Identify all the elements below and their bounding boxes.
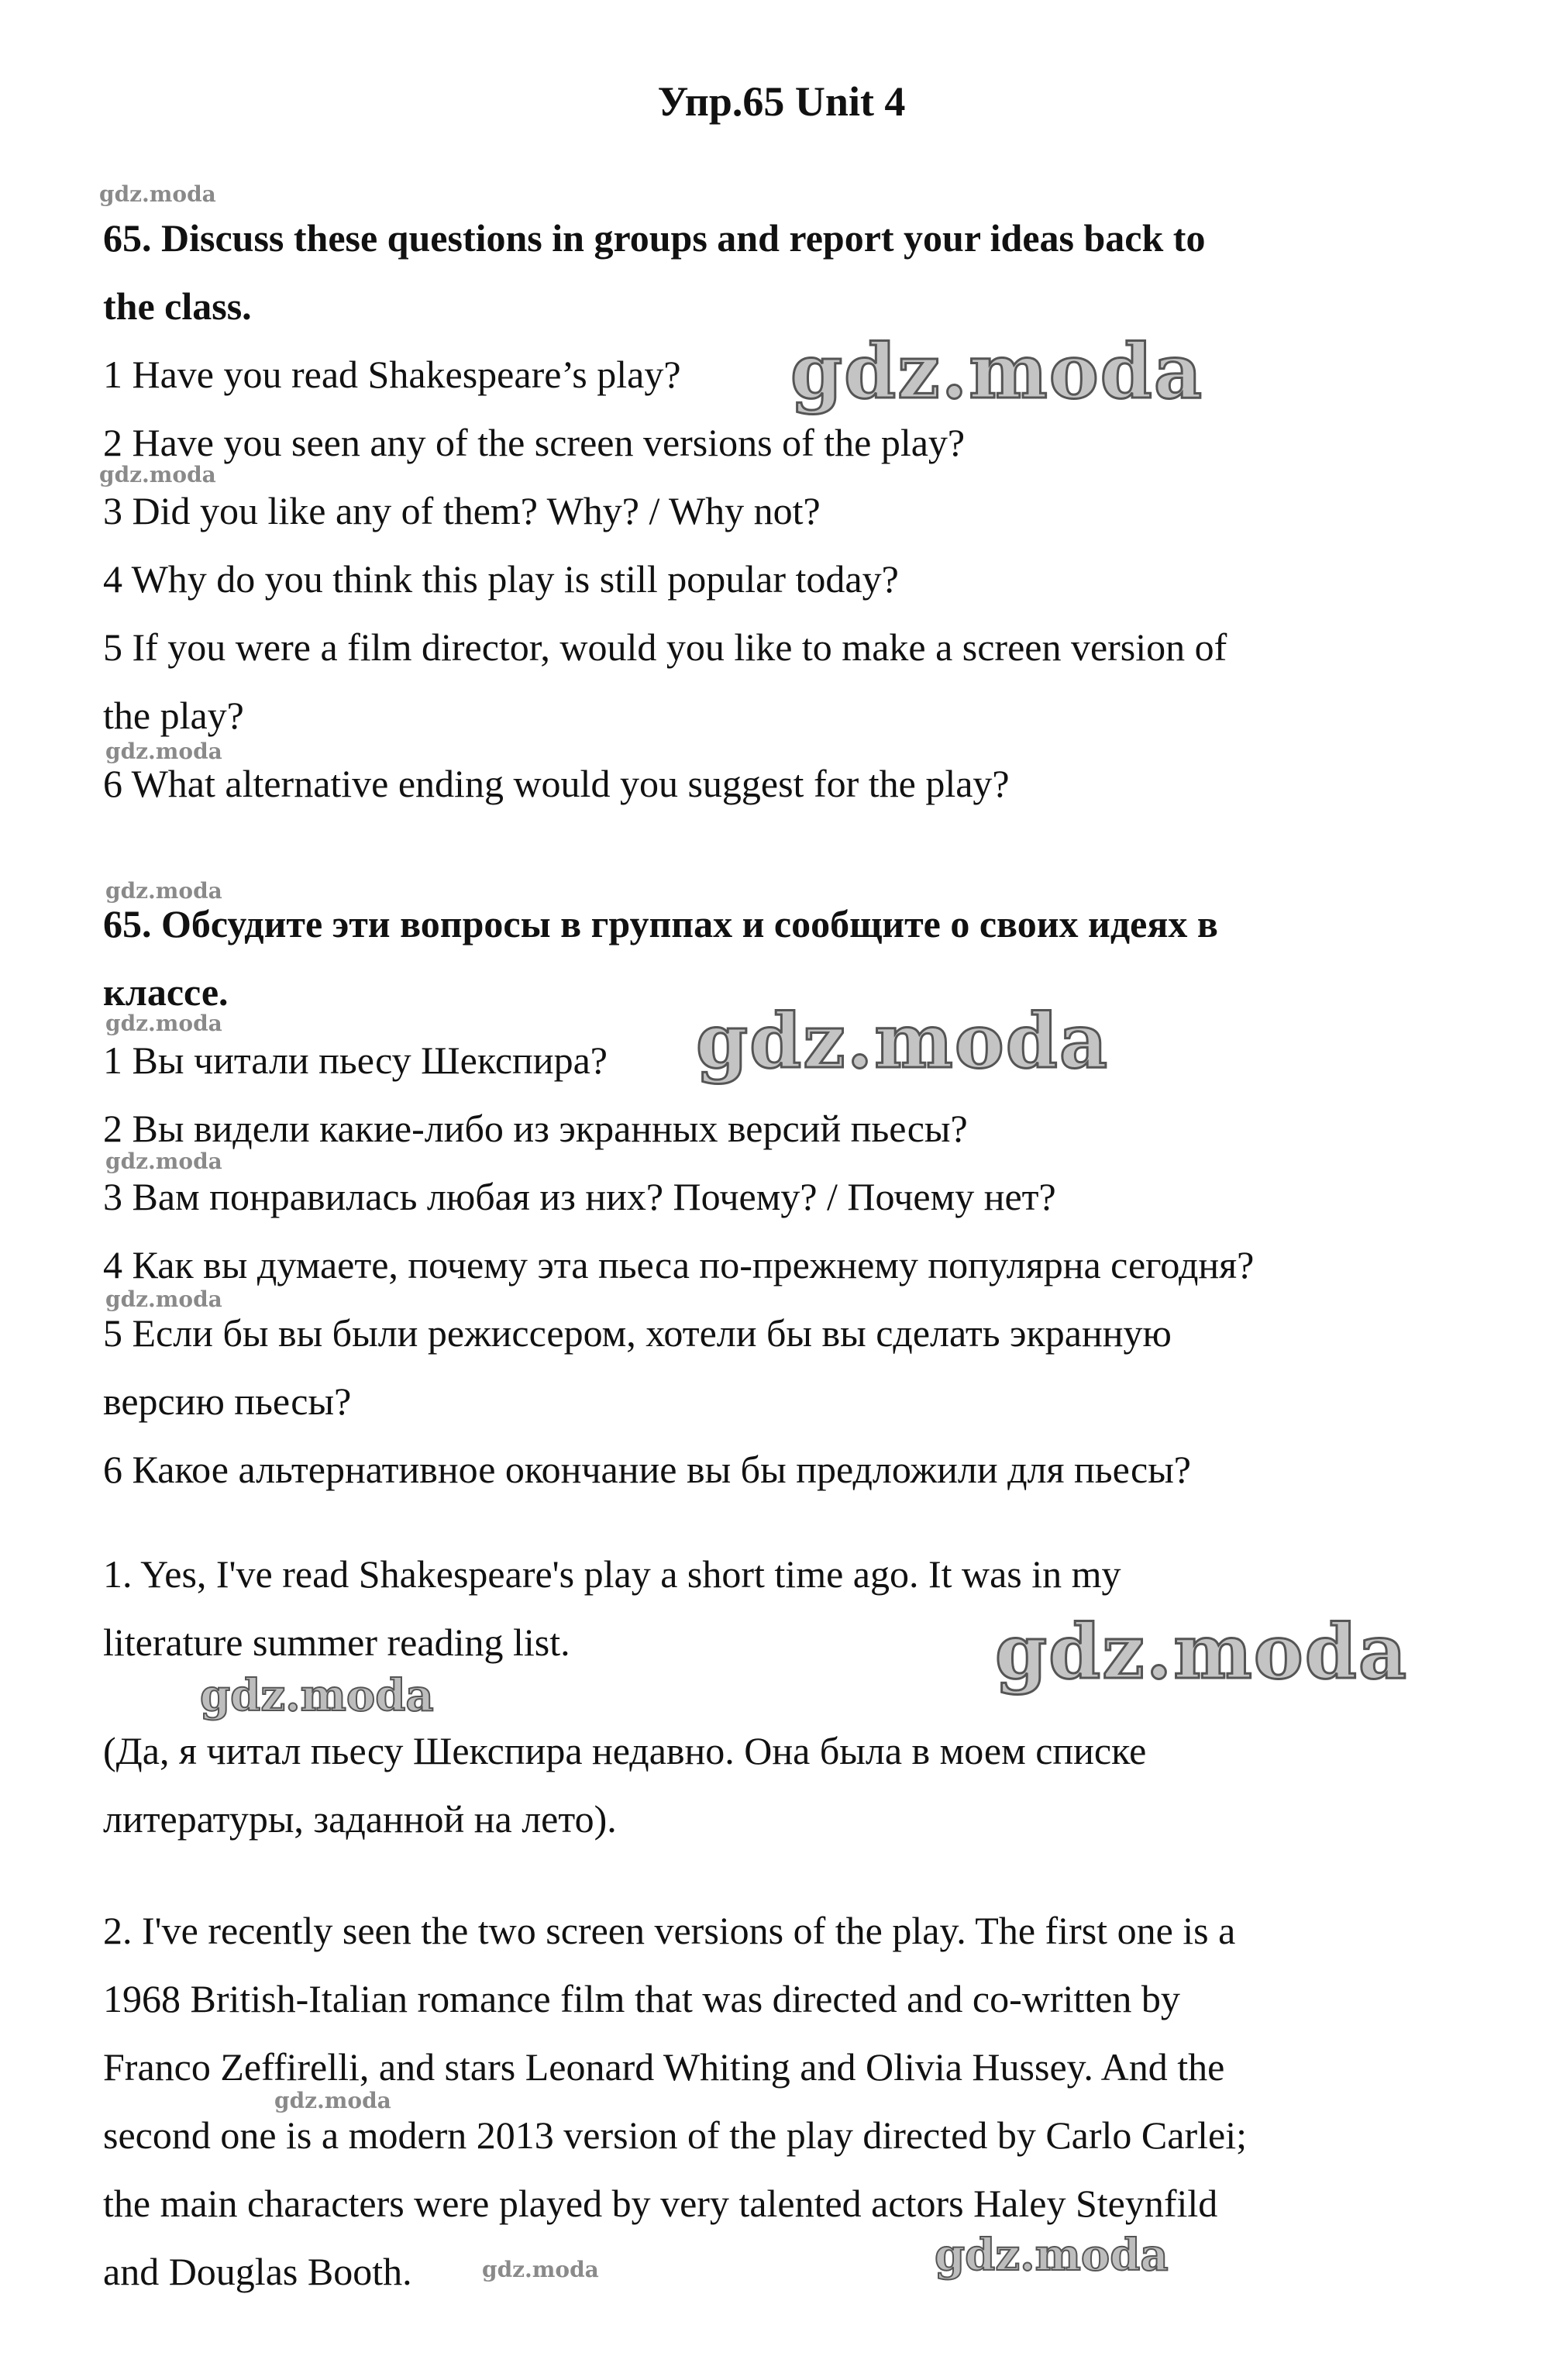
- answer-line: literature summer reading list.: [103, 1621, 570, 1664]
- watermark: gdz.moda: [790, 328, 1204, 415]
- answer-line: 2. I've recently seen the two screen versions of the play. The first one is a: [103, 1909, 1236, 1952]
- question-5-continued: the play?: [103, 694, 244, 737]
- watermark: gdz.moda: [696, 997, 1110, 1085]
- watermark: gdz.moda: [482, 2257, 599, 2282]
- question-5: 5 If you were a film director, would you like to make a screen version of: [103, 625, 1227, 669]
- question-1: 1 Вы читали пьесу Шекспира?: [103, 1038, 608, 1082]
- question-5: 5 Если бы вы были режиссером, хотели бы вы сделать экранную: [103, 1311, 1172, 1355]
- answer-line: and Douglas Booth.: [103, 2250, 412, 2293]
- question-2: 2 Вы видели какие-либо из экранных версий пьесы?: [103, 1107, 968, 1150]
- answer-line: Franco Zeffirelli, and stars Leonard Whiting and Olivia Hussey. And the: [103, 2045, 1225, 2089]
- question-1: 1 Have you read Shakespeare’s play?: [103, 353, 681, 396]
- task-heading-line: классе.: [103, 970, 229, 1014]
- task-heading-line: 65. Discuss these questions in groups and report your ideas back to: [103, 216, 1206, 260]
- answer-line: second one is a modern 2013 version of the play directed by Carlo Carlei;: [103, 2113, 1247, 2157]
- watermark: gdz.moda: [274, 2088, 391, 2113]
- answer-1-russian: [103, 1717, 1437, 1853]
- question-3: 3 Did you like any of them? Why? / Why not?: [103, 489, 821, 532]
- task-english: [103, 204, 1437, 818]
- task-heading-line: the class.: [103, 284, 252, 328]
- watermark: gdz.moda: [105, 739, 222, 764]
- watermark: gdz.moda: [99, 462, 216, 487]
- watermark: gdz.moda: [105, 1011, 222, 1036]
- watermark: gdz.moda: [105, 1149, 222, 1174]
- page-title: Упр.65 Unit 4: [657, 78, 906, 125]
- question-6: 6 What alternative ending would you suggest for the play?: [103, 762, 1010, 805]
- task-russian: [103, 890, 1437, 1503]
- answer-line: (Да, я читал пьесу Шекспира недавно. Она была в моем списке: [103, 1729, 1147, 1772]
- watermark: gdz.moda: [105, 878, 222, 904]
- answer-line: the main characters were played by very talented actors Haley Steynfild: [103, 2182, 1218, 2225]
- watermark: gdz.moda: [935, 2230, 1169, 2281]
- question-4: 4 Why do you think this play is still popular today?: [103, 557, 899, 601]
- watermark: gdz.moda: [99, 181, 216, 207]
- watermark: gdz.moda: [105, 1286, 222, 1312]
- answer-line: 1968 British-Italian romance film that was directed and co-written by: [103, 1977, 1180, 2020]
- answer-line: литературы, заданной на лето).: [103, 1797, 617, 1841]
- answer-line: 1. Yes, I've read Shakespeare's play a short time ago. It was in my: [103, 1552, 1121, 1596]
- task-heading-line: 65. Обсудите эти вопросы в группах и сообщите о своих идеях в: [103, 902, 1218, 945]
- question-2: 2 Have you seen any of the screen versions of the play?: [103, 421, 966, 464]
- watermark: gdz.moda: [200, 1670, 434, 1721]
- question-5-continued: версию пьесы?: [103, 1379, 352, 1423]
- question-3: 3 Вам понравилась любая из них? Почему? / Почему нет?: [103, 1175, 1056, 1218]
- question-4: 4 Как вы думаете, почему эта пьеса по-прежнему популярна сегодня?: [103, 1243, 1255, 1286]
- question-6: 6 Какое альтернативное окончание вы бы предложили для пьесы?: [103, 1448, 1192, 1491]
- watermark: gdz.moda: [995, 1608, 1409, 1696]
